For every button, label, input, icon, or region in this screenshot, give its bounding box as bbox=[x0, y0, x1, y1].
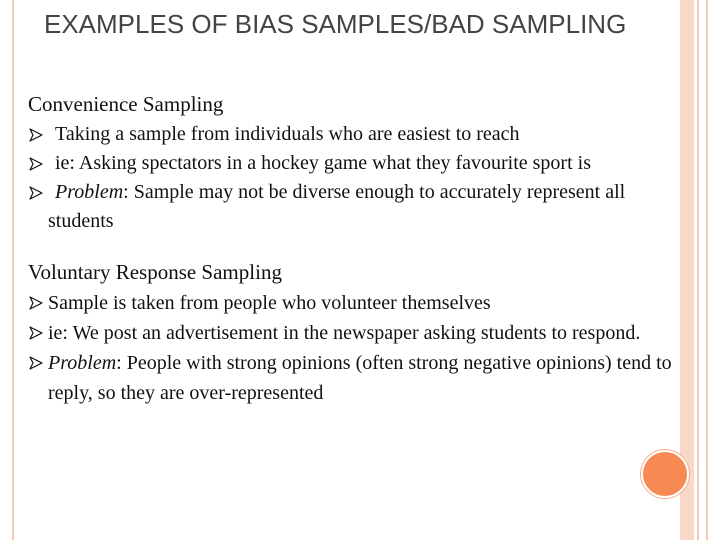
arrow-bullet-icon bbox=[28, 127, 44, 143]
bullet-text: ie: We post an advertisement in the newspaper asking students to respond. bbox=[48, 322, 641, 344]
bullet-list-voluntary bbox=[28, 288, 678, 408]
left-border-decoration bbox=[0, 0, 14, 540]
bullet-text: ie: Asking spectators in a hockey game what they favourite sport is bbox=[55, 152, 591, 174]
arrow-bullet-icon bbox=[28, 185, 44, 201]
arrow-bullet-icon bbox=[28, 295, 44, 311]
problem-text: : People with strong opinions (often strong negative opinions) tend to reply, so they are over-represented bbox=[48, 352, 672, 404]
slide-body bbox=[28, 90, 678, 408]
bullet-item bbox=[28, 288, 678, 318]
arrow-bullet-icon bbox=[28, 156, 44, 172]
orange-circle-decoration bbox=[641, 450, 689, 498]
bullet-text bbox=[48, 348, 678, 408]
bullet-item bbox=[28, 178, 678, 236]
bullet-item bbox=[28, 348, 678, 408]
bullet-item bbox=[28, 318, 678, 348]
problem-label: Problem bbox=[55, 181, 124, 203]
arrow-bullet-icon bbox=[28, 355, 44, 371]
section-heading-convenience: Convenience Sampling bbox=[28, 92, 224, 116]
bullet-text: Taking a sample from individuals who are easiest to reach bbox=[55, 123, 520, 145]
bullet-text: Sample is taken from people who volunteer themselves bbox=[48, 292, 491, 314]
problem-label: Problem bbox=[48, 352, 117, 374]
right-border-line bbox=[697, 0, 699, 540]
bullet-item bbox=[28, 149, 678, 178]
arrow-bullet-icon bbox=[28, 325, 44, 341]
bullet-item bbox=[28, 120, 678, 149]
bullet-text bbox=[48, 178, 678, 236]
bullet-list-convenience bbox=[28, 120, 678, 236]
problem-text: : Sample may not be diverse enough to accurately represent all students bbox=[48, 181, 626, 232]
section-heading-voluntary: Voluntary Response Sampling bbox=[28, 260, 282, 284]
slide-title: EXAMPLES OF BIAS SAMPLES/BAD SAMPLING bbox=[44, 9, 627, 39]
right-border-line bbox=[706, 0, 708, 540]
